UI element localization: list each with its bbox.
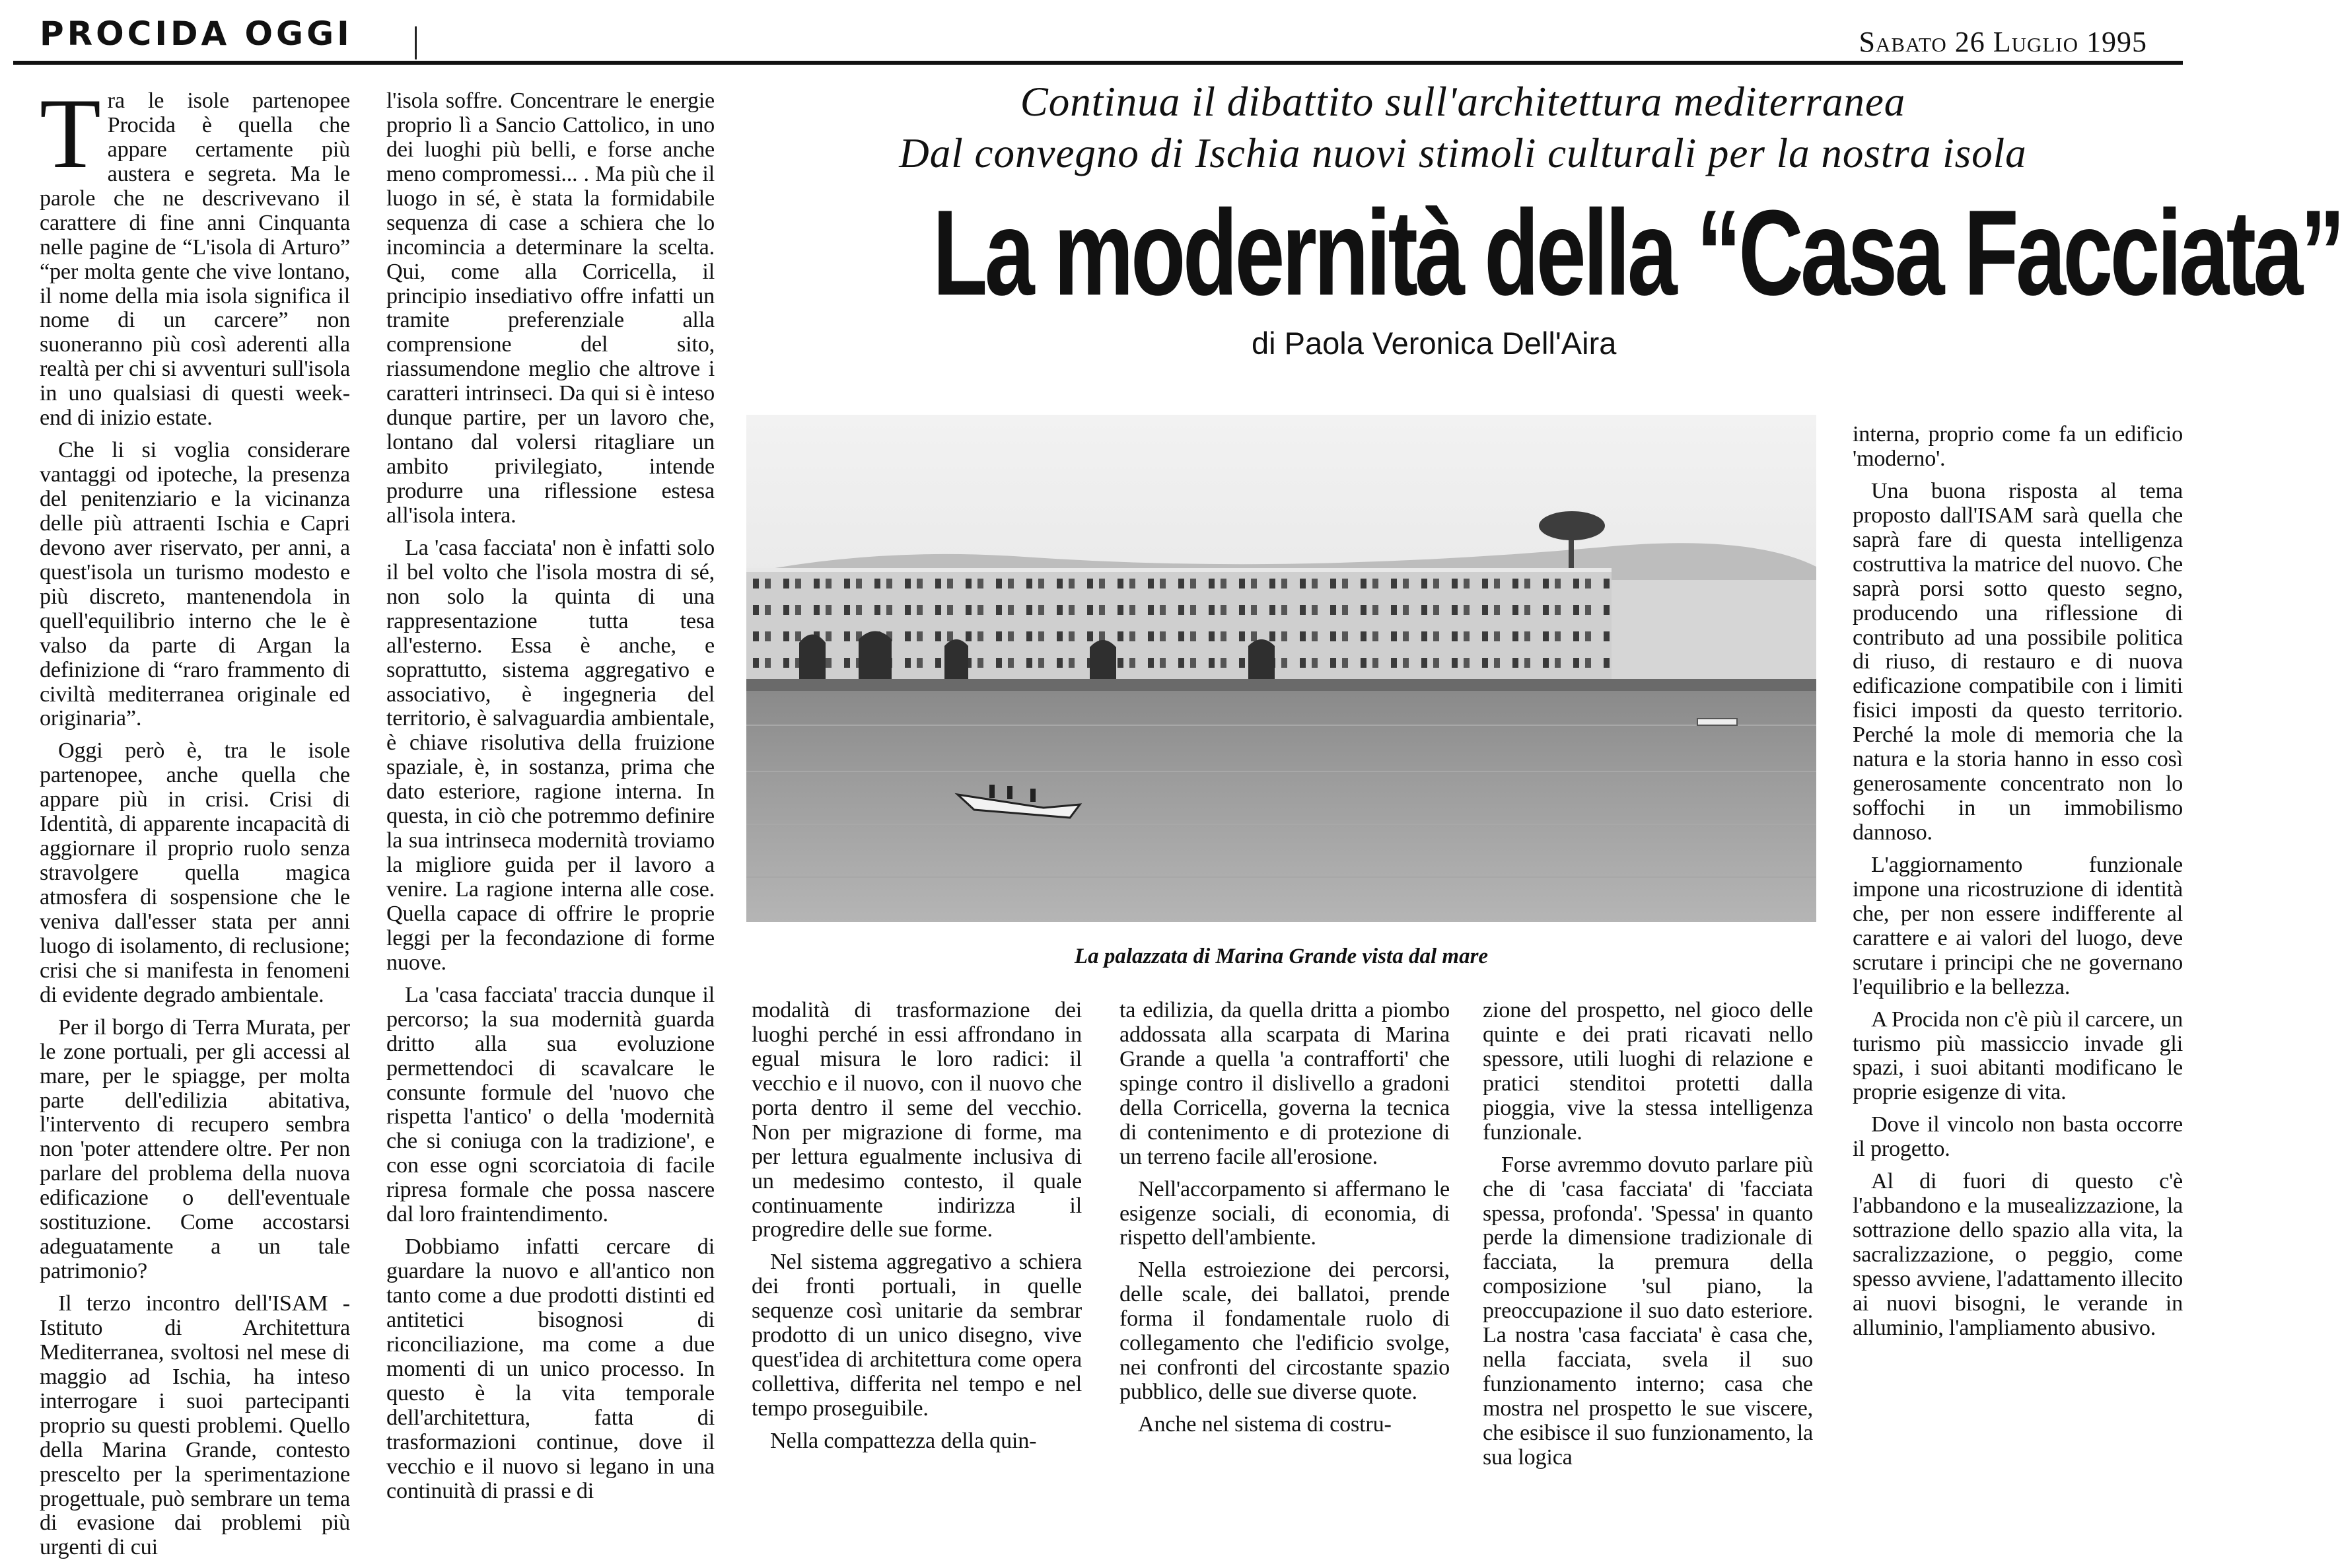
issue-date: Sabato 26 Luglio 1995 [1859,26,2147,58]
paragraph: Dobbiamo infatti cercare di guardare la nuovo e all'antico non tanto come a due prodotti distinti ed antitetici bisognosi di riconciliazione, ma come a due momenti di un unico processo. In questo è la vita temporale dell'architettura, fatta di trasformazioni continue, dove il vecchio e il nuovo si legano in una continuità di prassi e di [386,1234,715,1503]
paragraph: Al di fuori di questo c'è l'abbandono e la musealizzazione, la sottrazione dello spazio alla vita, la sacralizzazione, o peggio, come spesso avviene, l'adattamento illecito ai nuovi bisogni, le verande in alluminio, l'ampliamento abusivo. [1853,1169,2183,1340]
article-column-4 [1119,999,1450,1445]
article-column-3 [752,999,1082,1462]
article-column-2 [386,89,715,1511]
paragraph: Nella compattezza della quin- [770,1428,1037,1453]
header-divider [415,26,417,59]
paragraph: modalità di trasformazione dei luoghi perché in essi affrondano in egual misura le loro radici: il vecchio e il nuovo, con il nuovo che porta dentro il seme del vecchio. Non per migrazione di forme, ma per lettura egualmente inclusiva di un medesimo contesto, il quale continuamente indirizza il progredire delle sue forme. [752,998,1082,1242]
article-column-6 [1853,423,2183,1349]
paragraph: Il terzo incontro dell'ISAM - Istituto di Architettura Mediterranea, svoltosi nel mese di maggio ad Ischia, ha inteso interrogare i suoi partecipanti proprio su questi problemi. Quello della Marina Grande, contesto prescelto per la sperimentazione progettuale, può sembrare un tema di evasione dai problemi più urgenti di cui [40,1291,350,1560]
paragraph: interna, proprio come fa un edificio 'moderno'. [1853,422,2183,471]
paragraph: L'aggiornamento funzionale impone una ricostruzione di identità che, per non essere indifferente al carattere e ai valori del luogo, deve scrutare i principi che ne governano l'equilibrio e la bellezza. [1853,852,2183,999]
paragraph: La 'casa facciata' traccia dunque il percorso; la sua modernità guarda dritto alla sua evoluzione permettendoci di scavalcare le consunte formule del 'nuovo che rispetta l'antico' o della 'modernità che si coniuga con la tradizione', e con esse ogni scorciatoia di facile ripresa formale che possa nascere dal loro fraintendimento. [386,982,715,1227]
paragraph: A Procida non c'è più il carcere, un turismo più massiccio invade gli spazi, i suoi abitanti modificano le proprie esigenze di vita. [1853,1007,2183,1105]
article-column-5 [1483,999,1813,1478]
paragraph: Anche nel sistema di costru- [1138,1412,1392,1437]
paragraph-text: ra le isole partenopee Procida è quella che appare certamente più austera e segreta. Ma le parole che ne descrivevano il carattere di fine anni Cinquanta nelle pagine de “L'isola di Arturo” “per molta gente che vive lontano, il nome della mia isola significa il nome di un carcere” non suoneranno più così aderenti alla realtà per chi si avventuri sull'isola in uno qualsiasi di questi week-end di inizio estate. [40,89,350,431]
paragraph: Nella estroiezione dei percorsi, delle scale, dei ballatoi, prende forma il fondamentale ruolo di collegamento che l'edificio svolge, nei confronti del circostante spazio pubblico, delle sue diverse quote. [1119,1258,1450,1405]
paragraph [40,78,350,431]
paragraph: zione del prospetto, nel gioco delle quinte e dei prati ricavati nello spessore, utili luoghi di relazione e pratici stenditoi protetti dalla pioggia, vive la stessa intelligenza funzionale. [1483,998,1813,1145]
drop-cap: T [40,78,101,189]
paragraph: Forse avremmo dovuto parlare più che di 'casa facciata' di 'facciata spessa, profonda'. 'Spessa' in quanto perde la dimensione tradizionale di facciata, la premura della composizione 'sul piano, la preoccupazione il suo dato esteriore. La nostra 'casa facciata' è casa che, nella facciata, svela il suo funzionamento interno; casa che mostra nel prospetto le sue viscere, che esibisce il suo funzionamento, la sua logica [1483,1152,1813,1470]
paragraph: Che li si voglia considerare vantaggi od ipoteche, la presenza del penitenziario e la vicinanza delle più attraenti Ischia e Capri devono aver riservato, per anni, a quest'isola un turismo modesto e più discreto, mantenendola in quell'equilibrio interno che le è valso da parte di Argan la definizione di “raro frammento di civiltà mediterranea originale ed originaria”. [40,438,350,731]
headline: La modernità della “Casa Facciata” [933,184,2342,320]
paragraph: Nell'accorpamento si affermano le esigenze sociali, di economia, di rispetto dell'ambiente. [1119,1176,1450,1250]
paragraph: Oggi però è, tra le isole partenopee, anche quella che appare più in crisi. Crisi di Identità, di apparente incapacità di aggiornare il proprio ruolo senza stravolgere quella magica atmosfera di sospensione che le veniva dall'esser stata per anni luogo di isolamento, di reclusione; crisi che si manifesta in fenomeni di evidente degrado ambientale. [40,738,350,1007]
section-title: PROCIDA OGGI [40,15,353,53]
paragraph: La 'casa facciata' non è infatti solo il bel volto che l'isola mostra di sé, non solo la quinta di una rappresentazione tutta tesa all'esterno. Essa è anche, e soprattutto, sistema aggregativo e associativo, è ingegneria del territorio, è salvaguardia ambientale, è chiave risolutiva della fruizione spaziale, è, in sostanza, prima che dato esteriore, ragione interna. In questa, in ciò che potremmo definire la sua intrinseca modernità troviamo la migliore guida per il lavoro a venire. La ragione interna alle cose. Quella capace di offrire le proprie leggi per la fecondazione di forme nuove. [386,535,715,975]
harbor-photo [746,415,1816,922]
kicker-line-2: Dal convegno di Ischia nuovi stimoli culturali per la nostra isola [899,130,2027,176]
kicker-line-1: Continua il dibattito sull'architettura mediterranea [1020,79,1906,125]
paragraph: ta edilizia, da quella dritta a piombo addossata alla scarpata di Marina Grande a quella 'a contrafforti' che spinge contro il dislivello a gradoni della Corricella, governa la tecnica di contenimento e di protezione di un terreno facile all'erosione. [1119,998,1450,1169]
paragraph: Una buona risposta al tema proposto dall'ISAM sarà quella che saprà fare di questa intelligenza costruttiva la matrice del nuovo. Che saprà porsi sotto questo segno, producendo una riflessione di contributo ad una possibile politica di riuso, di restauro e di nuova edificazione compatibile con i limiti fisici imposti da questo territorio. Perché la mole di memoria che la natura e la storia hanno in esso così generosamente concentrato non lo soffochi in un immobilismo dannoso. [1853,478,2183,845]
photo-caption: La palazzata di Marina Grande vista dal mare [1074,944,1489,968]
byline: di Paola Veronica Dell'Aira [1252,326,1617,361]
paragraph: Nel sistema aggregativo a schiera dei fronti portuali, in quelle sequenze così unitarie da sembrar prodotto di un unico disegno, vive quest'idea di architettura come opera collettiva, differita nel tempo e nel tempo proseguibile. [752,1250,1082,1421]
article-column-1 [40,78,350,1568]
paragraph: Dove il vincolo non basta occorre il progetto. [1853,1112,2183,1162]
header-rule [13,61,2183,65]
paragraph: l'isola soffre. Concentrare le energie proprio lì a Sancio Cattolico, in uno dei luoghi più belli, e forse anche meno compromessi... . Ma più che il luogo in sé, è stata la formidabile sequenza di case a schiera che lo incomincia a determinare la scelta. Qui, come alla Corricella, il principio insediativo offre infatti un tramite preferenziale alla comprensione del sito, riassumendone meglio che altrove i caratteri intrinseci. Da qui si è inteso dunque partire, per un lavoro che, lontano dal volersi ritagliare un ambito privilegiato, intende produrre una riflessione estesa all'isola intera. [386,89,715,528]
paragraph: Per il borgo di Terra Murata, per le zone portuali, per gli accessi al mare, per le spiagge, per molta parte dell'edilizia abitativa, l'intervento di recupero sembra non 'poter attendere oltre. Per non parlare del problema della nuova edificazione o dell'eventuale sostituzione. Come accostarsi adeguatamente a un tale patrimonio? [40,1015,350,1284]
